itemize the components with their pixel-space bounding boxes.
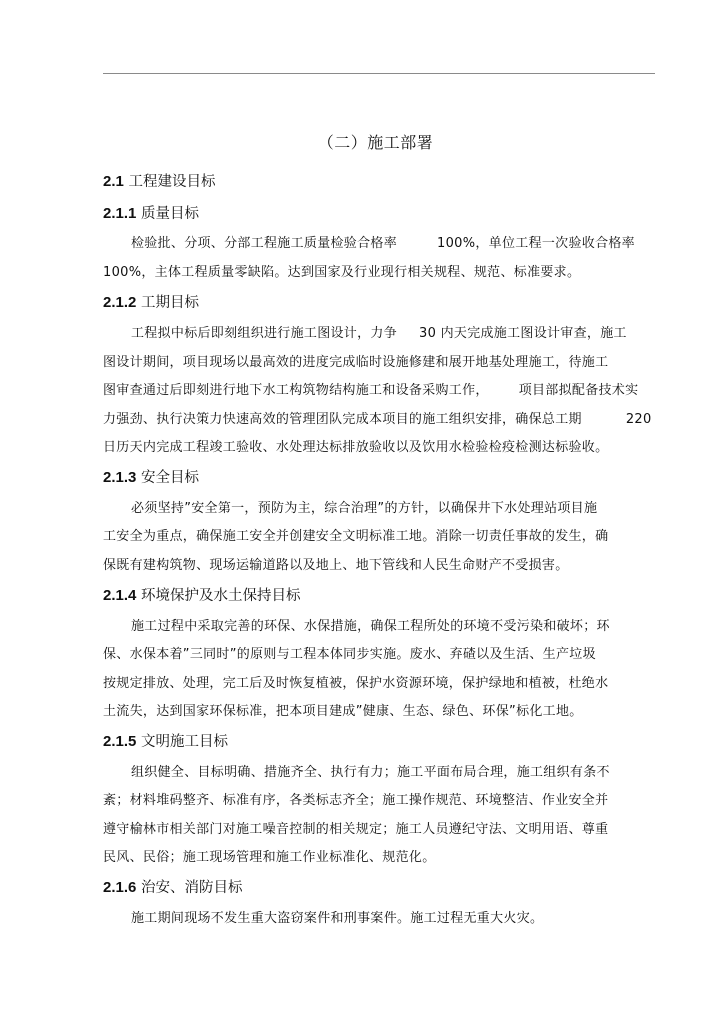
heading-2-1-2	[103, 293, 199, 313]
heading-text: 安全目标	[140, 470, 199, 486]
security-line-1: 施工期间现场不发生重大盗窃案件和刑事案件。施工过程无重大火灾。	[131, 911, 544, 926]
schedule-line-3b: 项目部拟配备技术实	[518, 383, 639, 398]
heading-2-1-4	[103, 586, 300, 606]
heading-number: 2.1.3	[103, 469, 137, 486]
civilized-line-4: 民风、民俗；施工现场管理和施工作业标准化、规范化。	[103, 850, 436, 865]
schedule-line-1	[131, 325, 627, 343]
schedule-line-1a: 工程拟中标后即刻组织进行施工图设计，力争	[131, 326, 398, 341]
heading-number: 2.1	[103, 173, 124, 190]
civilized-line-2: 紊；材料堆码整齐、标准有序，各类标志齐全；施工操作规范、环境整洁、作业安全并	[103, 793, 609, 808]
quality-line-1a: 检验批、分项、分部工程施工质量检验合格率	[131, 236, 398, 251]
environment-line-1: 施工过程中采取完善的环保、水保措施，确保工程所处的环境不受污染和破坏；环	[131, 619, 610, 634]
heading-2-1	[103, 172, 215, 192]
safety-line-3: 保既有建构筑物、现场运输道路以及地上、地下管线和人民生命财产不受损害。	[103, 558, 569, 573]
heading-2-1-6	[103, 878, 242, 898]
quality-line-2: 100%，主体工程质量零缺陷。达到国家及行业现行相关规程、规范、标准要求。	[103, 265, 581, 280]
heading-text: 质量目标	[140, 206, 199, 222]
civilized-line-3: 遵守榆林市相关部门对施工噪音控制的相关规定；施工人员遵纪守法、文明用语、尊重	[103, 822, 609, 837]
heading-number: 2.1.4	[103, 587, 137, 604]
heading-number: 2.1.2	[103, 294, 137, 311]
schedule-line-1b: 30 内天完成施工图设计审查，施工	[419, 326, 627, 341]
heading-number: 2.1.1	[103, 205, 137, 222]
environment-line-2: 保、水保本着”三同时”的原则与工程本体同步实施。废水、弃碴以及生活、生产垃圾	[103, 647, 596, 662]
section-title: （二）施工部署	[317, 133, 434, 152]
heading-number: 2.1.5	[103, 733, 137, 750]
environment-line-4: 土流失，达到国家环保标准，把本项目建成”健康、生态、绿色、环保”标化工地。	[103, 704, 583, 719]
schedule-line-3	[103, 382, 638, 400]
safety-line-1: 必须坚持”安全第一，预防为主，综合治理”的方针，以确保井下水处理站项目施	[131, 501, 598, 516]
schedule-line-5: 日历天内完成工程竣工验收、水处理达标排放验收以及饮用水检验检疫检测达标验收。	[103, 440, 609, 455]
heading-text: 环境保护及水土保持目标	[140, 588, 301, 604]
quality-line-1b: 100%，单位工程一次验收合格率	[437, 236, 635, 251]
heading-number: 2.1.6	[103, 879, 137, 896]
schedule-line-4	[103, 411, 652, 429]
heading-text: 治安、消防目标	[140, 880, 243, 896]
heading-2-1-1	[103, 204, 199, 224]
civilized-line-1: 组织健全、目标明确、措施齐全、执行有力；施工平面布局合理，施工组织有条不	[131, 765, 610, 780]
heading-text: 文明施工目标	[140, 734, 228, 750]
heading-2-1-5	[103, 732, 228, 752]
quality-line-1	[131, 235, 635, 253]
heading-2-1-3	[103, 468, 199, 488]
schedule-line-3a: 图审查通过后即刻进行地下水工构筑物结构施工和设备采购工作，	[103, 383, 489, 398]
schedule-line-4b: 220	[625, 412, 652, 427]
safety-line-2: 工安全为重点，确保施工安全并创建安全文明标准工地。消除一切责任事故的发生，确	[103, 529, 609, 544]
schedule-line-2: 图设计期间，项目现场以最高效的进度完成临时设施修建和展开地基处理施工，待施工	[103, 355, 609, 370]
heading-text: 工期目标	[140, 295, 199, 311]
heading-text: 工程建设目标	[128, 174, 216, 190]
header-rule	[103, 73, 655, 74]
schedule-line-4a: 力强劲、执行决策力快速高效的管理团队完成本项目的施工组织安排，确保总工期	[103, 412, 582, 427]
environment-line-3: 按规定排放、处理，完工后及时恢复植被，保护水资源环境，保护绿地和植被，杜绝水	[103, 676, 609, 691]
